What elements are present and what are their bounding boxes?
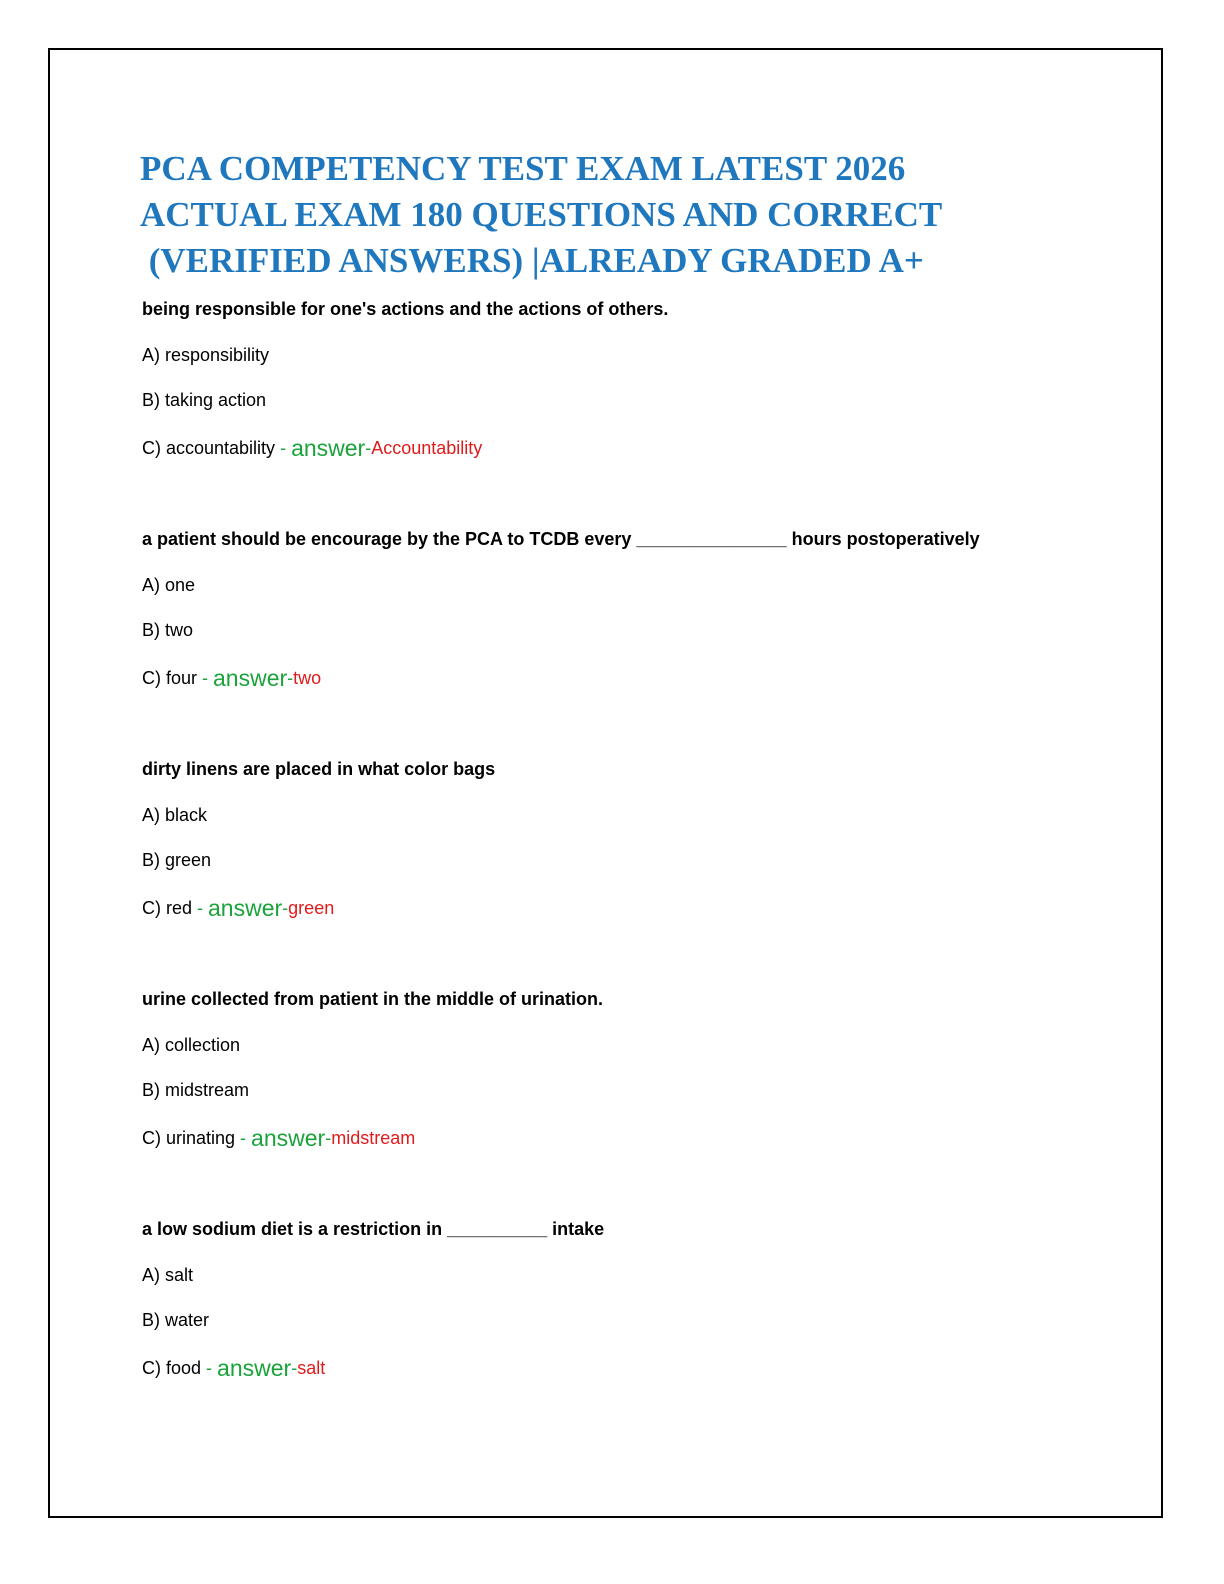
answer-value: salt [297, 1358, 326, 1378]
question-item [142, 1216, 1102, 1446]
option-c-text: C) red [142, 898, 193, 918]
question-item [142, 986, 1102, 1216]
question-list [142, 296, 1102, 1446]
question-item [142, 526, 1102, 756]
answer-suffix: - [287, 668, 294, 688]
question-text: a patient should be encourage by the PCA to TCDB every _______________ hours postoperatively [142, 529, 980, 549]
title-line-2: ACTUAL EXAM 180 QUESTIONS AND CORRECT [140, 195, 943, 234]
option-c-text: C) four [142, 668, 198, 688]
answer-prefix: - [275, 438, 292, 458]
option-c-text: C) food [142, 1358, 202, 1378]
answer-prefix: - [235, 1128, 252, 1148]
answer-value: midstream [331, 1128, 416, 1148]
question-item [142, 756, 1102, 986]
title-line-1: PCA COMPETENCY TEST EXAM LATEST 2026 [140, 149, 906, 188]
answer-label: answer [251, 1125, 326, 1151]
question-text: being responsible for one's actions and the actions of others. [142, 299, 669, 319]
option-c [142, 1351, 1102, 1385]
answer-prefix: - [192, 898, 209, 918]
option-c [142, 1121, 1102, 1155]
question-text: urine collected from patient in the middle of urination. [142, 989, 604, 1009]
question-text: dirty linens are placed in what color bags [142, 759, 496, 779]
option-b: B) green [142, 850, 212, 870]
answer-value: Accountability [371, 438, 483, 458]
answer-label: answer [217, 1355, 292, 1381]
option-a: A) collection [142, 1035, 241, 1055]
option-a: A) salt [142, 1265, 194, 1285]
question-item [142, 296, 1102, 526]
document-title [140, 146, 1040, 284]
option-a: A) responsibility [142, 345, 270, 365]
answer-prefix: - [197, 668, 214, 688]
option-c-text: C) urinating [142, 1128, 236, 1148]
option-c-text: C) accountability [142, 438, 276, 458]
answer-suffix: - [291, 1358, 298, 1378]
answer-prefix: - [201, 1358, 218, 1378]
answer-value: two [293, 668, 322, 688]
option-b: B) two [142, 620, 194, 640]
answer-suffix: - [282, 898, 289, 918]
option-b: B) taking action [142, 390, 267, 410]
answer-value: green [288, 898, 335, 918]
option-b: B) midstream [142, 1080, 250, 1100]
option-c [142, 661, 1102, 695]
answer-label: answer [291, 435, 366, 461]
answer-suffix: - [365, 438, 372, 458]
option-a: A) black [142, 805, 208, 825]
option-c [142, 891, 1102, 925]
option-c [142, 431, 1102, 465]
option-a: A) one [142, 575, 196, 595]
answer-label: answer [208, 895, 283, 921]
option-b: B) water [142, 1310, 210, 1330]
title-line-3: (VERIFIED ANSWERS) |ALREADY GRADED A+ [140, 241, 924, 280]
answer-label: answer [213, 665, 288, 691]
question-text: a low sodium diet is a restriction in __________ intake [142, 1219, 605, 1239]
answer-suffix: - [325, 1128, 332, 1148]
